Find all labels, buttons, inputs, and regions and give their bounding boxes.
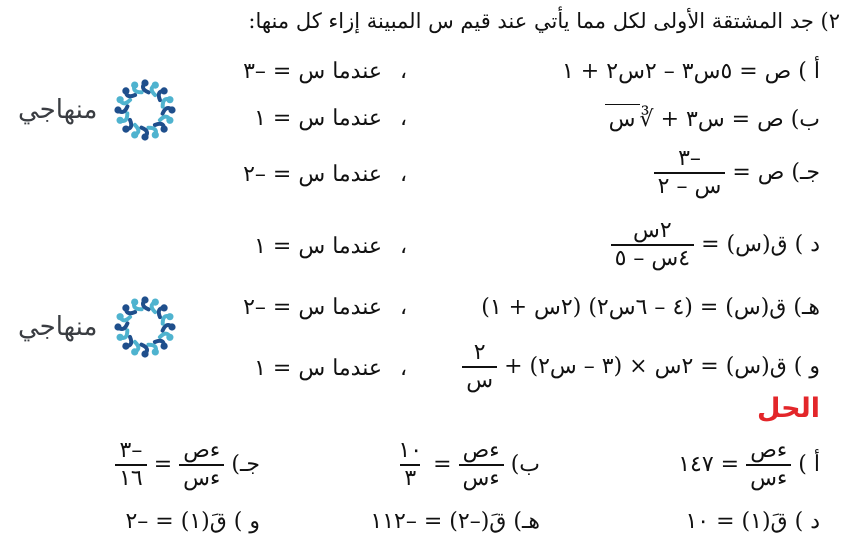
item-d-expr — [611, 218, 820, 272]
item-f-expr — [462, 340, 820, 394]
fraction-numerator: ءص — [750, 438, 788, 463]
fraction-denominator: س — [462, 366, 497, 394]
solution-value: قَ(١) = ١٠ — [685, 509, 788, 534]
fraction-numerator: ٢س — [633, 218, 672, 243]
separator-comma: ، — [400, 59, 408, 84]
solution-value: = ١٤٧ — [678, 452, 740, 477]
logo-manhaji — [18, 70, 185, 150]
item-b-expr — [605, 104, 820, 135]
question-text: جد المشتقة الأولى لكل مما يأتي عند قيم س المبينة إزاء كل منها: — [248, 9, 814, 33]
sqrt-radicand: س — [605, 104, 640, 135]
separator-comma: ، — [400, 295, 408, 320]
item-label: د ) — [794, 509, 820, 534]
solution-a — [678, 438, 820, 492]
fraction-denominator: ءس — [179, 464, 224, 492]
item-expression: ص = ٥س٣ – ٢س٢ + ١ — [561, 59, 792, 84]
separator-comma: ، — [400, 234, 408, 259]
equals-sign: = — [433, 452, 452, 477]
logo-figure-body — [135, 342, 139, 352]
item-label: أ ) — [798, 452, 820, 477]
fraction-denominator: ءس — [746, 464, 791, 492]
logo-manhaji — [18, 287, 185, 367]
fraction-denominator: ٤س – ٥ — [611, 244, 695, 272]
solution-c — [115, 438, 260, 492]
equals-sign: = — [153, 452, 173, 477]
fraction-numerator: –٣ — [119, 438, 143, 463]
derivative-fraction — [746, 438, 791, 492]
item-a-expr — [562, 57, 820, 87]
value-fraction — [394, 438, 426, 492]
fraction-numerator: –٣ — [678, 146, 701, 171]
item-expression: ص = س٣ + — [660, 107, 784, 132]
item-label: جـ) — [231, 452, 260, 477]
logo-figure-body — [152, 302, 156, 312]
fraction — [654, 146, 726, 200]
derivative-fraction — [459, 438, 504, 492]
item-label: د ) — [794, 232, 820, 257]
item-label: ب) — [510, 452, 540, 477]
logo-figure-body — [135, 125, 139, 135]
fraction-denominator: ١٦ — [115, 464, 147, 492]
fraction-numerator: ءص — [462, 438, 500, 463]
separator-comma: ، — [400, 356, 408, 381]
fraction — [462, 340, 497, 394]
item-label: أ ) — [798, 59, 820, 84]
solution-f — [125, 507, 260, 537]
item-f-condition: عندما س = ١ — [254, 356, 382, 381]
item-label: و ) — [793, 354, 820, 379]
fraction-numerator: ٢ — [473, 340, 486, 365]
item-label: ب) — [790, 107, 820, 132]
item-label: هـ) — [793, 295, 820, 320]
logo-flower-icon — [105, 70, 185, 150]
logo-figure-body — [160, 117, 170, 121]
item-c-condition: عندما س = –٢ — [243, 162, 382, 187]
item-expression: ق(س) = (٤ – ٦س٢) (٢س + ١) — [481, 295, 787, 320]
fraction-denominator: ٣ — [400, 464, 420, 492]
solution-value: قَ(١) = –٢ — [125, 509, 227, 534]
item-expression: ق(س) = — [701, 232, 788, 257]
logo-flower-icon — [105, 287, 185, 367]
logo-text: منهاجي — [18, 312, 98, 342]
separator-comma: ، — [400, 106, 408, 131]
separator-comma: ، — [400, 162, 408, 187]
solution-heading: الحل — [757, 393, 820, 424]
item-label: جـ) — [791, 160, 820, 185]
item-label: و ) — [233, 509, 260, 534]
item-label: هـ) — [513, 509, 540, 534]
question-number: ٢) — [820, 9, 840, 33]
item-e-expr — [481, 293, 820, 323]
solution-value: قَ(–٢) = –١١٢ — [370, 509, 507, 534]
derivative-fraction — [179, 438, 224, 492]
item-e-condition: عندما س = –٢ — [243, 295, 382, 320]
item-b-condition: عندما س = ١ — [254, 106, 382, 131]
fraction-denominator: ءس — [459, 464, 504, 492]
logo-figure-body — [121, 317, 131, 321]
logo-text: منهاجي — [18, 95, 98, 125]
solution-d — [685, 507, 820, 537]
item-expression: ص = — [732, 160, 785, 185]
item-expression: ق(س) = ٢س × (٣ – س٢) + — [504, 354, 787, 379]
logo-figure-body — [152, 85, 156, 95]
solution-e — [370, 507, 540, 537]
question-heading — [248, 6, 840, 36]
item-a-condition: عندما س = –٣ — [243, 59, 382, 84]
fraction — [611, 218, 695, 272]
value-fraction — [115, 438, 147, 492]
fraction-numerator: ١٠ — [398, 438, 423, 463]
fraction-numerator: ءص — [183, 438, 221, 463]
item-c-expr — [654, 146, 820, 200]
logo-figure-body — [121, 100, 131, 104]
logo-figure-body — [160, 334, 170, 338]
fraction-denominator: س – ٢ — [654, 172, 726, 200]
solution-b — [394, 438, 540, 492]
item-d-condition: عندما س = ١ — [254, 234, 382, 259]
sqrt-sign: ∛ — [639, 107, 654, 132]
